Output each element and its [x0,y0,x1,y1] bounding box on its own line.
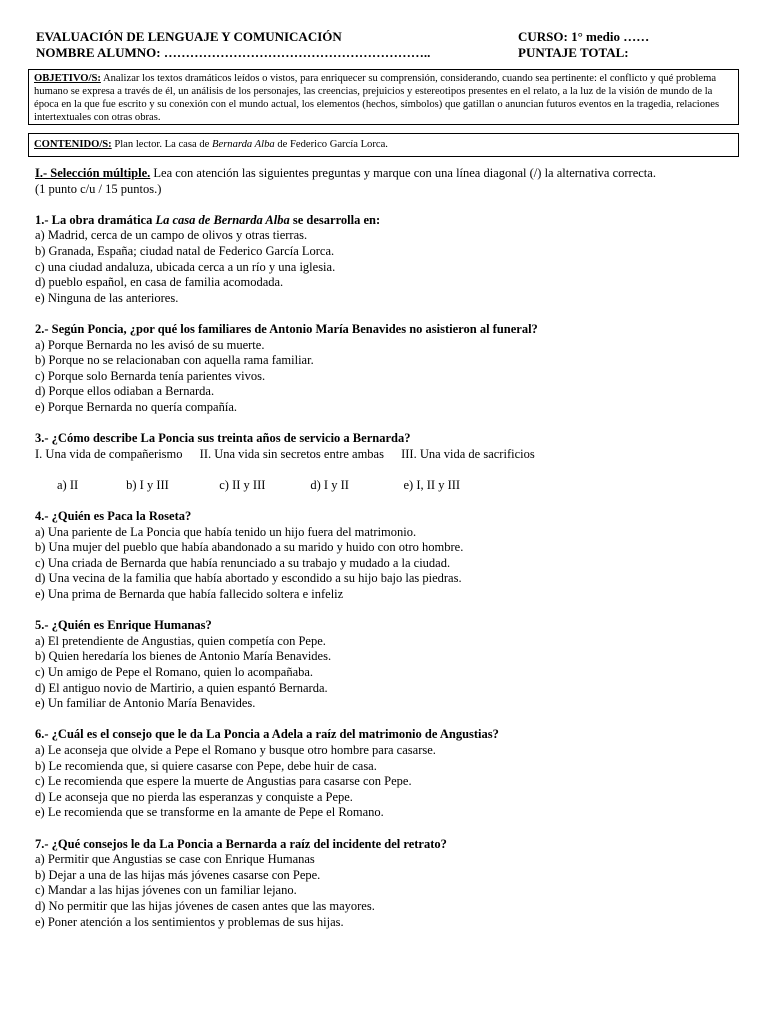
total-score-label: PUNTAJE TOTAL: [518,45,629,60]
option-c[interactable]: c) Mandar a las hijas jóvenes con un familiar lejano. [35,883,297,898]
question-1-book-title: La casa de Bernarda Alba [155,212,290,227]
option-c[interactable]: c) Le recomienda que espere la muerte de Angustias para casarse con Pepe. [35,774,412,789]
content-book-title: Bernarda Alba [212,139,275,150]
option-e[interactable]: e) Poner atención a los sentimientos y problemas de sus hijas. [35,914,344,929]
objective-text: Analizar los textos dramáticos leídos o vistos, para enriquecer su comprensión, considerando, cuando sea pertinente: el conflicto y qué problema humano se expresa a través de él, un análisis de los personajes, las creencias, prejuicios y estereotipos presentes en el relato, a la luz de la visión de mundo de la época en la que fue escrito y su conexión con el mundo actual, los elementos (hechos, símbolos) que gatillan o anuncian futuros eventos en la tragedia, relaciones intertextuales con otras obras. [34,73,720,123]
content-box [28,133,739,157]
question-5 [35,618,735,712]
option-e[interactable]: e) Ninguna de las anteriores. [35,290,179,305]
course-label: CURSO: 1° medio …… [518,29,650,44]
content-text-after: de Federico García Lorca. [274,139,388,150]
question-5-title: 5.- ¿Quién es Enrique Humanas? [35,618,212,633]
question-3-title: 3.- ¿Cómo describe La Poncia sus treinta años de servicio a Bernarda? [35,431,411,446]
option-b[interactable]: b) Una mujer del pueblo que había abandonado a su marido y huido con otro hombre. [35,540,464,555]
option-a[interactable]: a) Permitir que Angustias se case con Enrique Humanas [35,852,315,867]
instructions-text: Lea con atención las siguientes preguntas y marque con una línea diagonal (/) la alternativa correcta. [150,166,656,180]
option-e[interactable]: e) I, II y III [403,477,461,492]
objective-label: OBJETIVO/S: [34,73,101,84]
option-a[interactable]: a) Madrid, cerca de un campo de olivos y otras tierras. [35,228,308,243]
statement-iii: III. Una vida de sacrificios [401,446,535,461]
statement-ii: II. Una vida sin secretos entre ambas [199,446,384,461]
question-7 [35,837,735,931]
option-a[interactable]: a) II [57,477,79,492]
content-text-before: Plan lector. La casa de [111,139,213,150]
option-d[interactable]: d) Porque ellos odiaban a Bernarda. [35,384,215,399]
question-7-title: 7.- ¿Qué consejos le da La Poncia a Bernarda a raíz del incidente del retrato? [35,836,447,851]
option-a[interactable]: a) Una pariente de La Poncia que había tenido un hijo fuera del matrimonio. [35,524,417,539]
option-d[interactable]: d) Una vecina de la familia que había abortado y escondido a su hijo bajo las piedras. [35,571,462,586]
option-b[interactable]: b) Le recomienda que, si quiere casarse con Pepe, debe huir de casa. [35,758,377,773]
question-1 [35,213,735,307]
exam-content [35,166,735,930]
objective-box [28,69,739,125]
question-1-suffix: se desarrolla en: [289,212,381,227]
option-b[interactable]: b) I y III [126,477,169,492]
question-6 [35,727,735,821]
option-d[interactable]: d) Le aconseja que no pierda las esperanzas y conquiste a Pepe. [35,789,353,804]
statement-i: I. Una vida de compañerismo [35,446,183,461]
question-3 [35,431,735,493]
option-c[interactable]: c) una ciudad andaluza, ubicada cerca a un río y una iglesia. [35,259,336,274]
option-a[interactable]: a) Le aconseja que olvide a Pepe el Romano y busque otro hombre para casarse. [35,742,436,757]
student-name-label: NOMBRE ALUMNO: …………………………………………………….. [36,45,431,60]
question-1-title [35,213,735,229]
option-d[interactable]: d) No permitir que las hijas jóvenes de casen antes que las mayores. [35,898,375,913]
option-e[interactable]: e) Un familiar de Antonio María Benavides. [35,696,256,711]
question-4 [35,509,735,603]
option-d[interactable]: d) El antiguo novio de Martirio, a quien espantó Bernarda. [35,680,328,695]
option-b[interactable]: b) Quien heredaría los bienes de Antonio María Benavides. [35,649,332,664]
question-2-title: 2.- Según Poncia, ¿por qué los familiares de Antonio María Benavides no asistieron al funeral? [35,321,538,336]
option-c[interactable]: c) Una criada de Bernarda que había renunciado a su trabajo y mudado a la ciudad. [35,555,451,570]
option-b[interactable]: b) Dejar a una de las hijas más jóvenes casarse con Pepe. [35,867,321,882]
section-title: I.- Selección múltiple. [35,166,151,180]
question-6-title: 6.- ¿Cuál es el consejo que le da La Poncia a Adela a raíz del matrimonio de Angustias? [35,727,499,742]
option-c[interactable]: c) II y III [219,477,266,492]
points-note: (1 punto c/u / 15 puntos.) [35,181,162,196]
section-instructions [35,166,735,182]
question-4-title: 4.- ¿Quién es Paca la Roseta? [35,509,192,524]
option-b[interactable]: b) Porque no se relacionaban con aquella rama familiar. [35,353,314,368]
option-e[interactable]: e) Una prima de Bernarda que había fallecido soltera e infeliz [35,587,344,602]
option-a[interactable]: a) Porque Bernarda no les avisó de su muerte. [35,337,265,352]
question-3-alternatives [35,478,735,494]
question-1-prefix: 1.- La obra dramática [35,212,156,227]
option-a[interactable]: a) El pretendiente de Angustias, quien competía con Pepe. [35,633,326,648]
question-2 [35,322,735,416]
exam-title: EVALUACIÓN DE LENGUAJE Y COMUNICACIÓN [36,29,342,44]
option-e[interactable]: e) Le recomienda que se transforme en la amante de Pepe el Romano. [35,805,384,820]
option-c[interactable]: c) Un amigo de Pepe el Romano, quien lo acompañaba. [35,665,314,679]
option-d[interactable]: d) I y II [310,477,349,492]
content-label: CONTENIDO/S: [34,139,112,150]
option-b[interactable]: b) Granada, España; ciudad natal de Federico García Lorca. [35,243,335,258]
option-c[interactable]: c) Porque solo Bernarda tenía parientes vivos. [35,368,266,383]
question-3-statements [35,447,735,463]
option-e[interactable]: e) Porque Bernarda no quería compañía. [35,399,238,414]
option-d[interactable]: d) pueblo español, en casa de familia acomodada. [35,275,284,290]
